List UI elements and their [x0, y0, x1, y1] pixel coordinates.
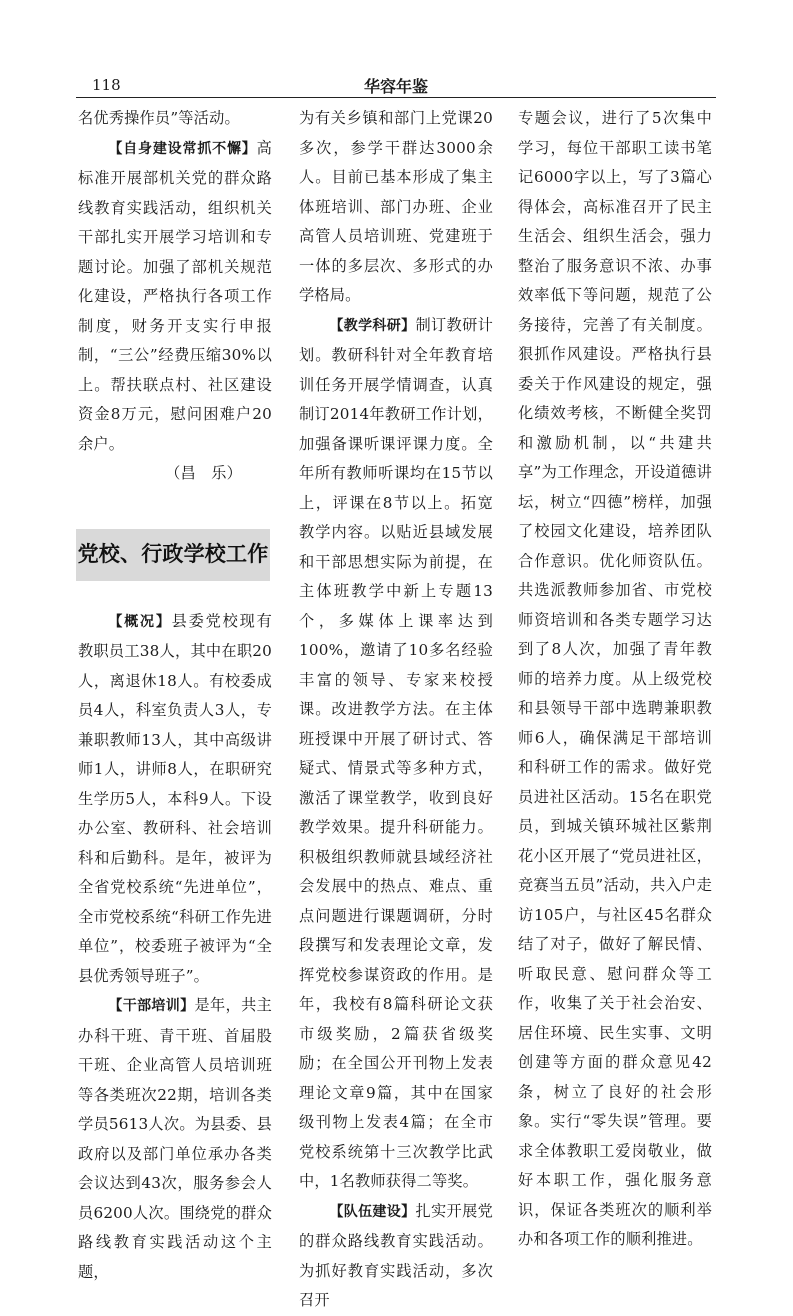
header-rule — [76, 97, 716, 98]
paragraph-text: 制订教研计划。教研科针对全年教育培训任务开展学情调查，认真制订2014年教研工作计划，加强备课听课评课力度。全年所有教师听课均在15节以上，评课在8节以上。拓宽教学内容。以贴近县域发展和干部思想实际为前提，在主体班教学中新上专题13个，多媒体上课率达到100%，邀请了10多名经验丰富的领导、专家来校授课。改进教学方法。在主体班授课中开展了研讨式、答疑式、情景式等多种方式，激活了课堂教学，收到良好教学效果。提升科研能力。积极组织教师就县域经济社会发展中的热点、难点、重点问题进行课题调研，分时段撰写和发表理论文章，发挥党校参谋资政的作用。是年，我校有8篇科研论文获市级奖励，2篇获省级奖励；在全国公开刊物上发表理论文章9篇，其中在国家级刊物上发表4篇；在全市党校系统第十三次教学比武中，1名教师获得二等奖。 — [299, 315, 494, 1190]
paragraph — [299, 1197, 493, 1316]
book-title: 华容年鉴 — [363, 77, 428, 96]
text-column-3 — [518, 104, 712, 1255]
page-header — [76, 70, 716, 96]
paragraph — [299, 311, 493, 1197]
subsection-heading: 【自身建设常抓不懈】 — [108, 140, 257, 157]
paragraph: 专题会议，进行了5次集中学习，每位干部职工读书笔记6000字以上，写了3篇心得体会，高标准召开了民主生活会、组织生活会，强力整治了服务意识不浓、办事效率低下等问题，规范了公务接待，完善了有关制度。狠抓作风建设。严格执行县委关于作风建设的规定，强化绩效考核，不断健全奖罚和激励机制，以“共建共享”为工作理念，开设道德讲坛，树立“四德”榜样，加强了校园文化建设，培养团队合作意识。优化师资队伍。共选派教师参加省、市党校师资培训和各类专题学习达到了8人次，加强了青年教师的培养力度。从上级党校和县领导干部中选聘兼职教师6人，确保满足干部培训和科研工作的需求。做好党员进社区活动。15名在职党员，到城关镇环城社区紫荆花小区开展了“党员进社区，竞赛当五员”活动，共入户走访105户，与社区45名群众结了对子，做好了解民情、听取民意、慰问群众等工作，收集了关于社会治安、居住环境、民生实事、文明创建等方面的群众意见42条，树立了良好的社会形象。实行“零失误”管理。要求全体教职工爱岗敬业，做好本职工作，强化服务意识，保证各类班次的顺利举办和各项工作的顺利推进。 — [518, 109, 712, 1248]
subsection-heading: 【干部培训】 — [108, 998, 195, 1014]
paragraph-text: 高标准开展部机关党的群众路线教育实践活动，组织机关干部扎实开展学习培训和专题讨论。加强了部机关规范化建设，严格执行各项工作制度，财务开支实行申报制，“三公”经费压缩30%以上。帮扶联点村、社区建设资金8万元，慰问困难户20余户。 — [78, 138, 272, 453]
paragraph: 为有关乡镇和部门上党课20多次，参学干群达3000余人。目前已基本形成了集主体班培训、部门办班、企业高管人员培训班、党建班于一体的多层次、多形式的办学格局。 — [299, 109, 493, 304]
paragraph-text: 扎实开展党的群众路线教育实践活动。为抓好教育实践活动，多次召开 — [299, 1201, 494, 1309]
text-column-1 — [78, 104, 272, 1287]
subsection-heading: 【概况】 — [108, 613, 172, 630]
subsection-heading: 【教学科研】 — [329, 317, 416, 334]
section-title: 党校、行政学校工作 — [76, 529, 270, 581]
paragraph — [78, 991, 272, 1287]
page-number: 118 — [92, 76, 121, 94]
paragraph — [78, 134, 272, 460]
paragraph: 名优秀操作员”等活动。 — [78, 109, 240, 127]
paragraph-text: 是年，共主办科干班、青干班、首届股干班、企业高管人员培训班等各类班次22期，培训各类学员5613人次。为县委、县政府以及部门单位承办各类会议达到43次，服务参会人员6200人次。围绕党的群众路线教育实践活动这个主题， — [78, 996, 273, 1281]
author-signature: （昌 乐） — [165, 464, 242, 482]
text-column-2 — [299, 104, 493, 1316]
paragraph — [78, 607, 272, 992]
paragraph-text: 县委党校现有教职员工38人，其中在职20人，离退休18人。有校委成员4人，科室负责人3人，专兼职教师13人，其中高级讲师1人，讲师8人，在职研究生学历5人，本科9人。下设办公室、教研科、社会培训科和后勤科。是年，被评为全省党校系统“先进单位”，全市党校系统“科研工作先进单位”，校委班子被评为“全县优秀领导班子”。 — [78, 611, 272, 985]
subsection-heading: 【队伍建设】 — [329, 1203, 416, 1220]
